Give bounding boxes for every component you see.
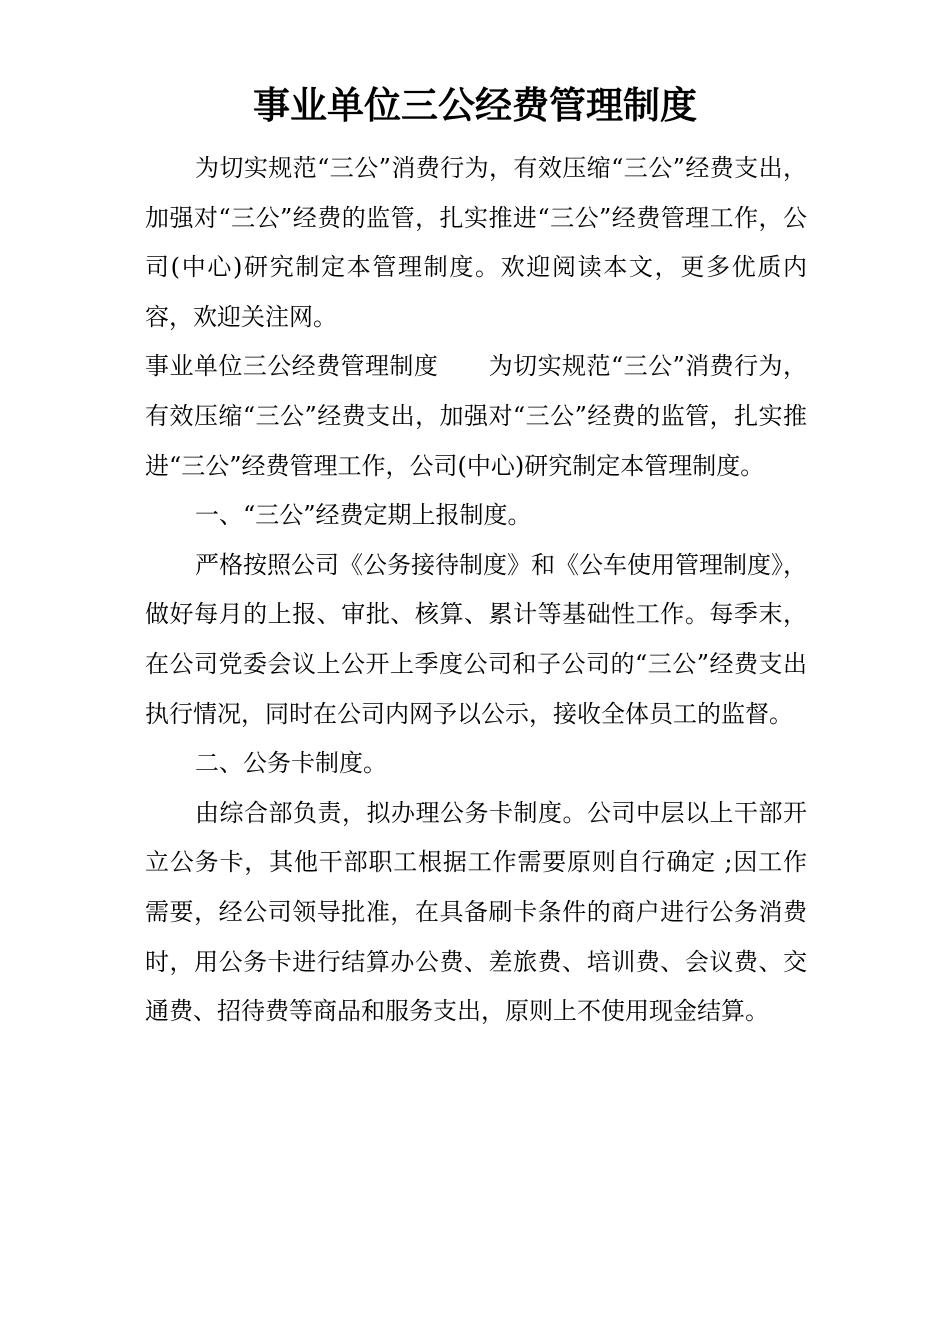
repeated-intro-paragraph — [145, 342, 807, 491]
section-1-paragraph: 严格按照公司《公务接待制度》和《公车使用管理制度》，做好每月的上报、审批、核算、累计等基础性工作。每季末，在公司党委会议上公开上季度公司和子公司的“三公”经费支出执行情况，同时在公司内网予以公示，接收全体员工的监督。 — [145, 550, 807, 728]
inline-heading: 事业单位三公经费管理制度 — [145, 352, 439, 381]
section-2-paragraph: 由综合部负责，拟办理公务卡制度。公司中层以上干部开立公务卡，其他干部职工根据工作需要原则自行确定 ;因工作需要，经公司领导批准，在具备刷卡条件的商户进行公务消费时，用公务卡进行结算办公费、差旅费、培训费、会议费、交通费、招待费等商品和服务支出，原则上不使用现金结算。 — [145, 798, 807, 1026]
intro-paragraph: 为切实规范“三公”消费行为，有效压缩“三公”经费支出，加强对“三公”经费的监管，扎实推进“三公”经费管理工作，公司(中心)研究制定本管理制度。欢迎阅读本文，更多优质内容，欢迎关注网。 — [145, 154, 807, 331]
section-heading-2: 二、公务卡制度。 — [195, 749, 387, 778]
repeated-intro-text: 为切实规范“三公”消费行为，有效压缩“三公”经费支出，加强对“三公”经费的监管，扎实推进“三公”经费管理工作，公司(中心)研究制定本管理制度。 — [145, 352, 808, 480]
section-heading-1: 一、“三公”经费定期上报制度。 — [195, 501, 532, 530]
document-title: 事业单位三公经费管理制度 — [253, 84, 697, 127]
document-body — [145, 144, 807, 1037]
